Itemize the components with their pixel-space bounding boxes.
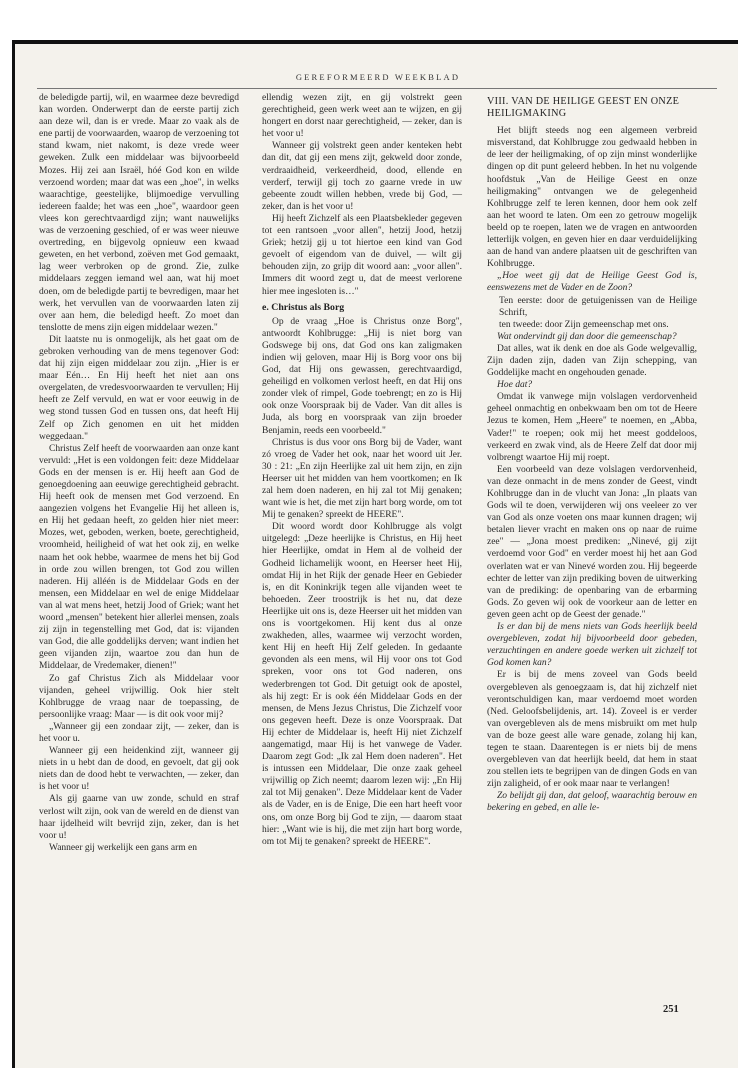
magazine-page <box>12 40 738 1068</box>
column-middle <box>262 92 462 848</box>
chapter-heading: VIII. VAN DE HEILIGE GEEST EN ONZE HEILIGMAKING <box>487 96 680 120</box>
paragraph: de beledigde partij, wil, en waarmee deze bevredigd kan worden. Onderwerpt dan de eerste partij zich aan deze wil, dan is er vrede. Maar zo vaak als de ene partij de voorwaarden, waarop de verzoening tot stand kwam, niet nakomt, is deze vrede weer geweken. Zulk een middelaar was bijvoorbeeld Mozes. Hij zei aan Israël, hóé God kon en wilde verzoend worden; maar dat was een „hoe", in welks waarachtige, geestelijke, blijmoedige vervulling iedereen faalde; het was een „hoe", waardoor geen vlees kon gerechtvaardigd zijn; want nauwelijks was de verzoening geschied, of er was weer nieuwe overtreding, en bijgevolg opnieuw een kwaad geweten, en het verbond, zoëven met God gemaakt, lag weer verbroken op de grond. Zie, zulke middelaars zeggen iemand wel aan, wat hij moet doen, om de beledigde partij te bevredigen, maar het werk, het vervullen van de voorwaarden laten zij over aan hem, die beledigd heeft. Zo moet dan tenslotte de mens zijn eigen middelaar wezen." <box>39 93 239 333</box>
paragraph: Als gij gaarne van uw zonde, schuld en straf verlost wilt zijn, ook van de wereld en de dienst van haar ijdelheid wilt bevrijd zijn, zeker, dan is het voor u! <box>39 794 239 841</box>
paragraph: Christus Zelf heeft de voorwaarden aan onze kant vervuld: „Het is een voldongen feit: deze Middelaar Gods en der mensen is er. Hij heeft aan God de genoegdoening aan eeuwige gerechtigheid gebracht. Hij heeft ook de mensen met God verzoend. En aangezien volgens het Evangelie Hij het alleen is, en Hij het gedaan heeft, zo gelden hier niet meer: Mozes, wet, geboden, werken, boete, gerechtigheid, vroomheid, heiligheid of wat het ook zij, en welke naam het ook hebbe, waarmee de mens het bij God in orde zou willen brengen, tot God zou willen naderen. Hij alléén is de Middelaar Gods en der mensen, een Middelaar en wel de enige Middelaar van al wat mens heet, hetzij Jood of Griek; want het woord „mensen" betekent hier allerlei mensen, zoals zij zijn in tegenstelling met God, dat is: vijanden van God, die alle goddelijks derven; want indien het geen vijanden zijn, waartoe zou dan hun de Middelaar, de Vredemaker, dienen!" <box>39 443 239 672</box>
running-header: GEREFORMEERD WEEKBLAD <box>295 72 461 82</box>
answer-line: ten tweede: door Zijn gemeenschap met ons. <box>499 319 669 330</box>
question: Is er dan bij de mens niets van Gods heerlijk beeld overgebleven, zodat hij bijvoorbeeld door gebeden, verzuchtingen en andere goede werken uit zichzelf tot God komen kan? <box>487 622 697 669</box>
paragraph: Wanneer gij volstrekt geen ander kenteken hebt dan dit, dat gij een mens zijt, gekweld door zonde, verdraaidheid, verkeerdheid, dood, ellende en verderf, terwijl gij toch zo gaarne vrede in uw gebeente zoudt willen hebben, vrede bij God, — zeker, dan is het voor u! <box>262 141 462 212</box>
paragraph: Dat alles, wat ik denk en doe als Gode welgevallig, Zijn daden zijn, daden van Zijn schepping, van Goddelijke macht en ongehouden genade. <box>487 343 697 379</box>
header-rule <box>37 88 717 89</box>
paragraph: Zo gaf Christus Zich als Middelaar voor vijanden, geheel vrijwillig. Ook hier stelt Kohlbrugge de vraag naar de toepassing, de persoonlijke vraag: Maar — is dit ook voor mij? <box>39 673 239 720</box>
paragraph: Hij heeft Zichzelf als een Plaatsbekleder gegeven tot een rantsoen „voor allen", hetzij Jood, hetzij Griek; hetzij gij u tot hiertoe een kind van God gevoelt of eigendom van de duivel, — wilt gij behouden zijn, zo grijp dit woord aan: „voor allen". Immers dit woord zegt u, dat de meest verlorene hier mee ingesloten is…" <box>262 213 462 297</box>
paragraph: Wanneer gij werkelijk een gans arm en <box>49 842 198 853</box>
paragraph: Er is bij de mens zoveel van Gods beeld overgebleven als genoegzaam is, dat hij zichzelf niet verontschuldigen kan, maar verdoemd moet worden (Ned. Geloofsbelijdenis, art. 14). Zoveel is er verder van overgebleven als de mens misbruikt om met hulp van de boze geest alle ware genade, zolang hij kan, tegen te staan. Daarentegen is er niets bij de mens overgebleven van dat heerlijk beeld, dat hem in staat zou stellen iets te begrijpen van de dingen Gods en van zijn zaligheid, of er ook maar naar te verlangen! <box>487 670 697 790</box>
question: Zo belijdt gij dan, dat geloof, waarachtig berouw en bekering en gebed, en alle le- <box>487 791 697 814</box>
paragraph: Wanneer gij een heidenkind zijt, wanneer gij niets in u hebt dan de dood, en gevoelt, dat gij ook niets dan de dood hebt te verwachten, — zeker, dan is het voor u! <box>39 746 239 793</box>
section-heading: e. Christus als Borg <box>262 301 345 313</box>
paragraph: Op de vraag „Hoe is Christus onze Borg", antwoordt Kohlbrugge: „Hij is niet borg van Godswege bij ons, dat God ons kan zaligmaken indien wij geloven, maar Hij is Borg voor ons bij God, dat Hij ons gewassen, gerechtvaardigd, geheiligd en volkomen verlost heeft, en dat Hij ons zonder vlek of rimpel, Gode toebrengt; en zo is Hij ook onze Voorspraak bij de Vader. Van dit alles is Juda, als borg en voorspraak van zijn broeder Benjamin, reeds een voorbeeld." <box>262 316 462 436</box>
paragraph: ellendig wezen zijt, en gij volstrekt geen gerechtigheid, geen werk weet aan te wijzen, en gij hongert en dorst naar gerechtigheid, — zeker, dan is het voor u! <box>262 93 462 140</box>
page-number: 251 <box>663 1004 679 1015</box>
paragraph: Een voorbeeld van deze volslagen verdorvenheid, van deze onmacht in de mens zonder de Geest, vindt Kohlbrugge dan in de vlucht van Jona: „In plaats van Gods wil te doen, verwijderen wij ons veeleer zo ver van God als onze voeten ons maar kunnen dragen; wij betalen liever vracht en maken ons op naar de ruime zee" — „Jona moest prediken: „Ninevé, gij zijt verdoemd voor God" en verder moest hij het aan God overlaten wat er van Ninevé worden zou. Hij begeerde echter de letter van zijn prediking boven de uitwerking van de prediking: de openbaring van de erbarming Gods. Zo geven wij ook de voorkeur aan de letter en geven geen acht op de Geest der genade." <box>487 464 697 620</box>
column-right <box>487 92 697 815</box>
paragraph: Christus is dus voor ons Borg bij de Vader, want zó vroeg de Vader het ook, naar het woord uit Jer. 30 : 21: „En zijn Heerlijke zal uit hem zijn, en zijn Heerser uit het midden van hem voortkomen; en Ik zal hem doen naderen, en hij zal tot Mij genaken; want wie is het, die met zijn hart borg worde, om tot Mij te genaken? spreekt de HEERE". <box>262 437 462 521</box>
question: Hoe dat? <box>497 380 533 391</box>
paragraph: „Wanneer gij een zondaar zijt, — zeker, dan is het voor u. <box>39 721 239 744</box>
paragraph: Dit woord wordt door Kohlbrugge als volgt uitgelegd: „Deze heerlijke is Christus, en Hij heet hier Heerlijke, omdat in Hem al de volheid der Godheid lichamelijk woont, en Heerser heet Hij, omdat Hij in het Rijk der genade Heer en Gebieder is, en dit Koninkrijk tegen alle vijanden weet te behoeden. Zeer troostrijk is het nu, dat deze Heerlijke uit ons is, deze Heerser uit het midden van ons is voortgekomen. Hij kent dus al onze zwakheden, alles, waarmee wij verzocht worden, kent Hij en heeft Hij Zelf geleden. In gedaante gevonden als een mens, wil Hij voor ons tot God spreken, voor ons tot God naderen, ons wederbrengen tot God. Dit getuigt ook de apostel, als hij zegt: Er is ook één Middelaar Gods en der mensen, de Mens Jezus Christus, Die Zichzelf voor ons gegeven heeft. Deze is onze Voorspraak. Dat Hij echter de Middelaar is, heeft Hij niet Zichzelf aangematigd, maar Hij is het vanwege de Vader. Daarom zegt God: „Ik zal Hem doen naderen". Het is intussen een Middelaar, Die onze zaak geheel vrijwillig op Zich neemt; daarom lezen wij: „En Hij zal tot Mij genaken". Deze Middelaar kent de Vader als de Vader, en is de Enige, Die een hart heeft voor ons, om onze Borg bij God te zijn, — daarom staat hier: „Want wie is hij, die met zijn hart borg worde, om tot Mij te genaken? spreekt de HEERE". <box>262 522 462 847</box>
paragraph: Het blijft steeds nog een algemeen verbreid misverstand, dat Kohlbrugge zou gedwaald hebben in de leer der heiligmaking, of op zijn minst wonderlijke dingen op dit punt geleerd hebben. In het nu volgende hoofdstuk „Van de Heilige Geest en onze heiligmaking" ontvangen we de gelegenheid Kohlbrugge zelf te leren kennen, door hem ook zelf aan het woord te laten. Om een zo getrouw mogelijk beeld op te roepen, laten we de vragen en antwoorden letterlijk volgen, en geven hier en daar verduidelijking aan de hand van andere plaatsen uit de geschriften van Kohlbrugge. <box>487 126 697 270</box>
paragraph: Dit laatste nu is onmogelijk, als het gaat om de gebroken verhouding van de mens tegenover God: dat hij zijn eigen middelaar zou zijn. „Hier is er maar Eén… En Hij heeft het niet aan ons overgelaten, de vredesvoorwaarden te vervullen; Hij heeft ze Zelf vervuld, en wat er voor eeuwig in de weg stond tussen God en tussen ons, dat heeft Hij Zelf op Zich genomen en uit het midden weggedaan." <box>39 334 239 442</box>
answer-line: Ten eerste: door de getuigenissen van de Heilige Schrift, <box>499 295 697 318</box>
column-left <box>39 92 239 854</box>
question: Wat ondervindt gij dan door die gemeenschap? <box>497 331 677 342</box>
question: „Hoe weet gij dat de Heilige Geest God is, eenswezens met de Vader en de Zoon? <box>487 271 697 294</box>
paragraph: Omdat ik vanwege mijn volslagen verdorvenheid geheel onmachtig en onbekwaam ben om tot de Heere Jezus te komen, Hem „Heere" te noemen, en „Abba, Vader!" te roepen; ook mij het meest goddeloos, verkeerd en zwak vind, als de Heere Zelf dat door mij volbrengt waartoe Hij mij roept. <box>487 392 697 463</box>
